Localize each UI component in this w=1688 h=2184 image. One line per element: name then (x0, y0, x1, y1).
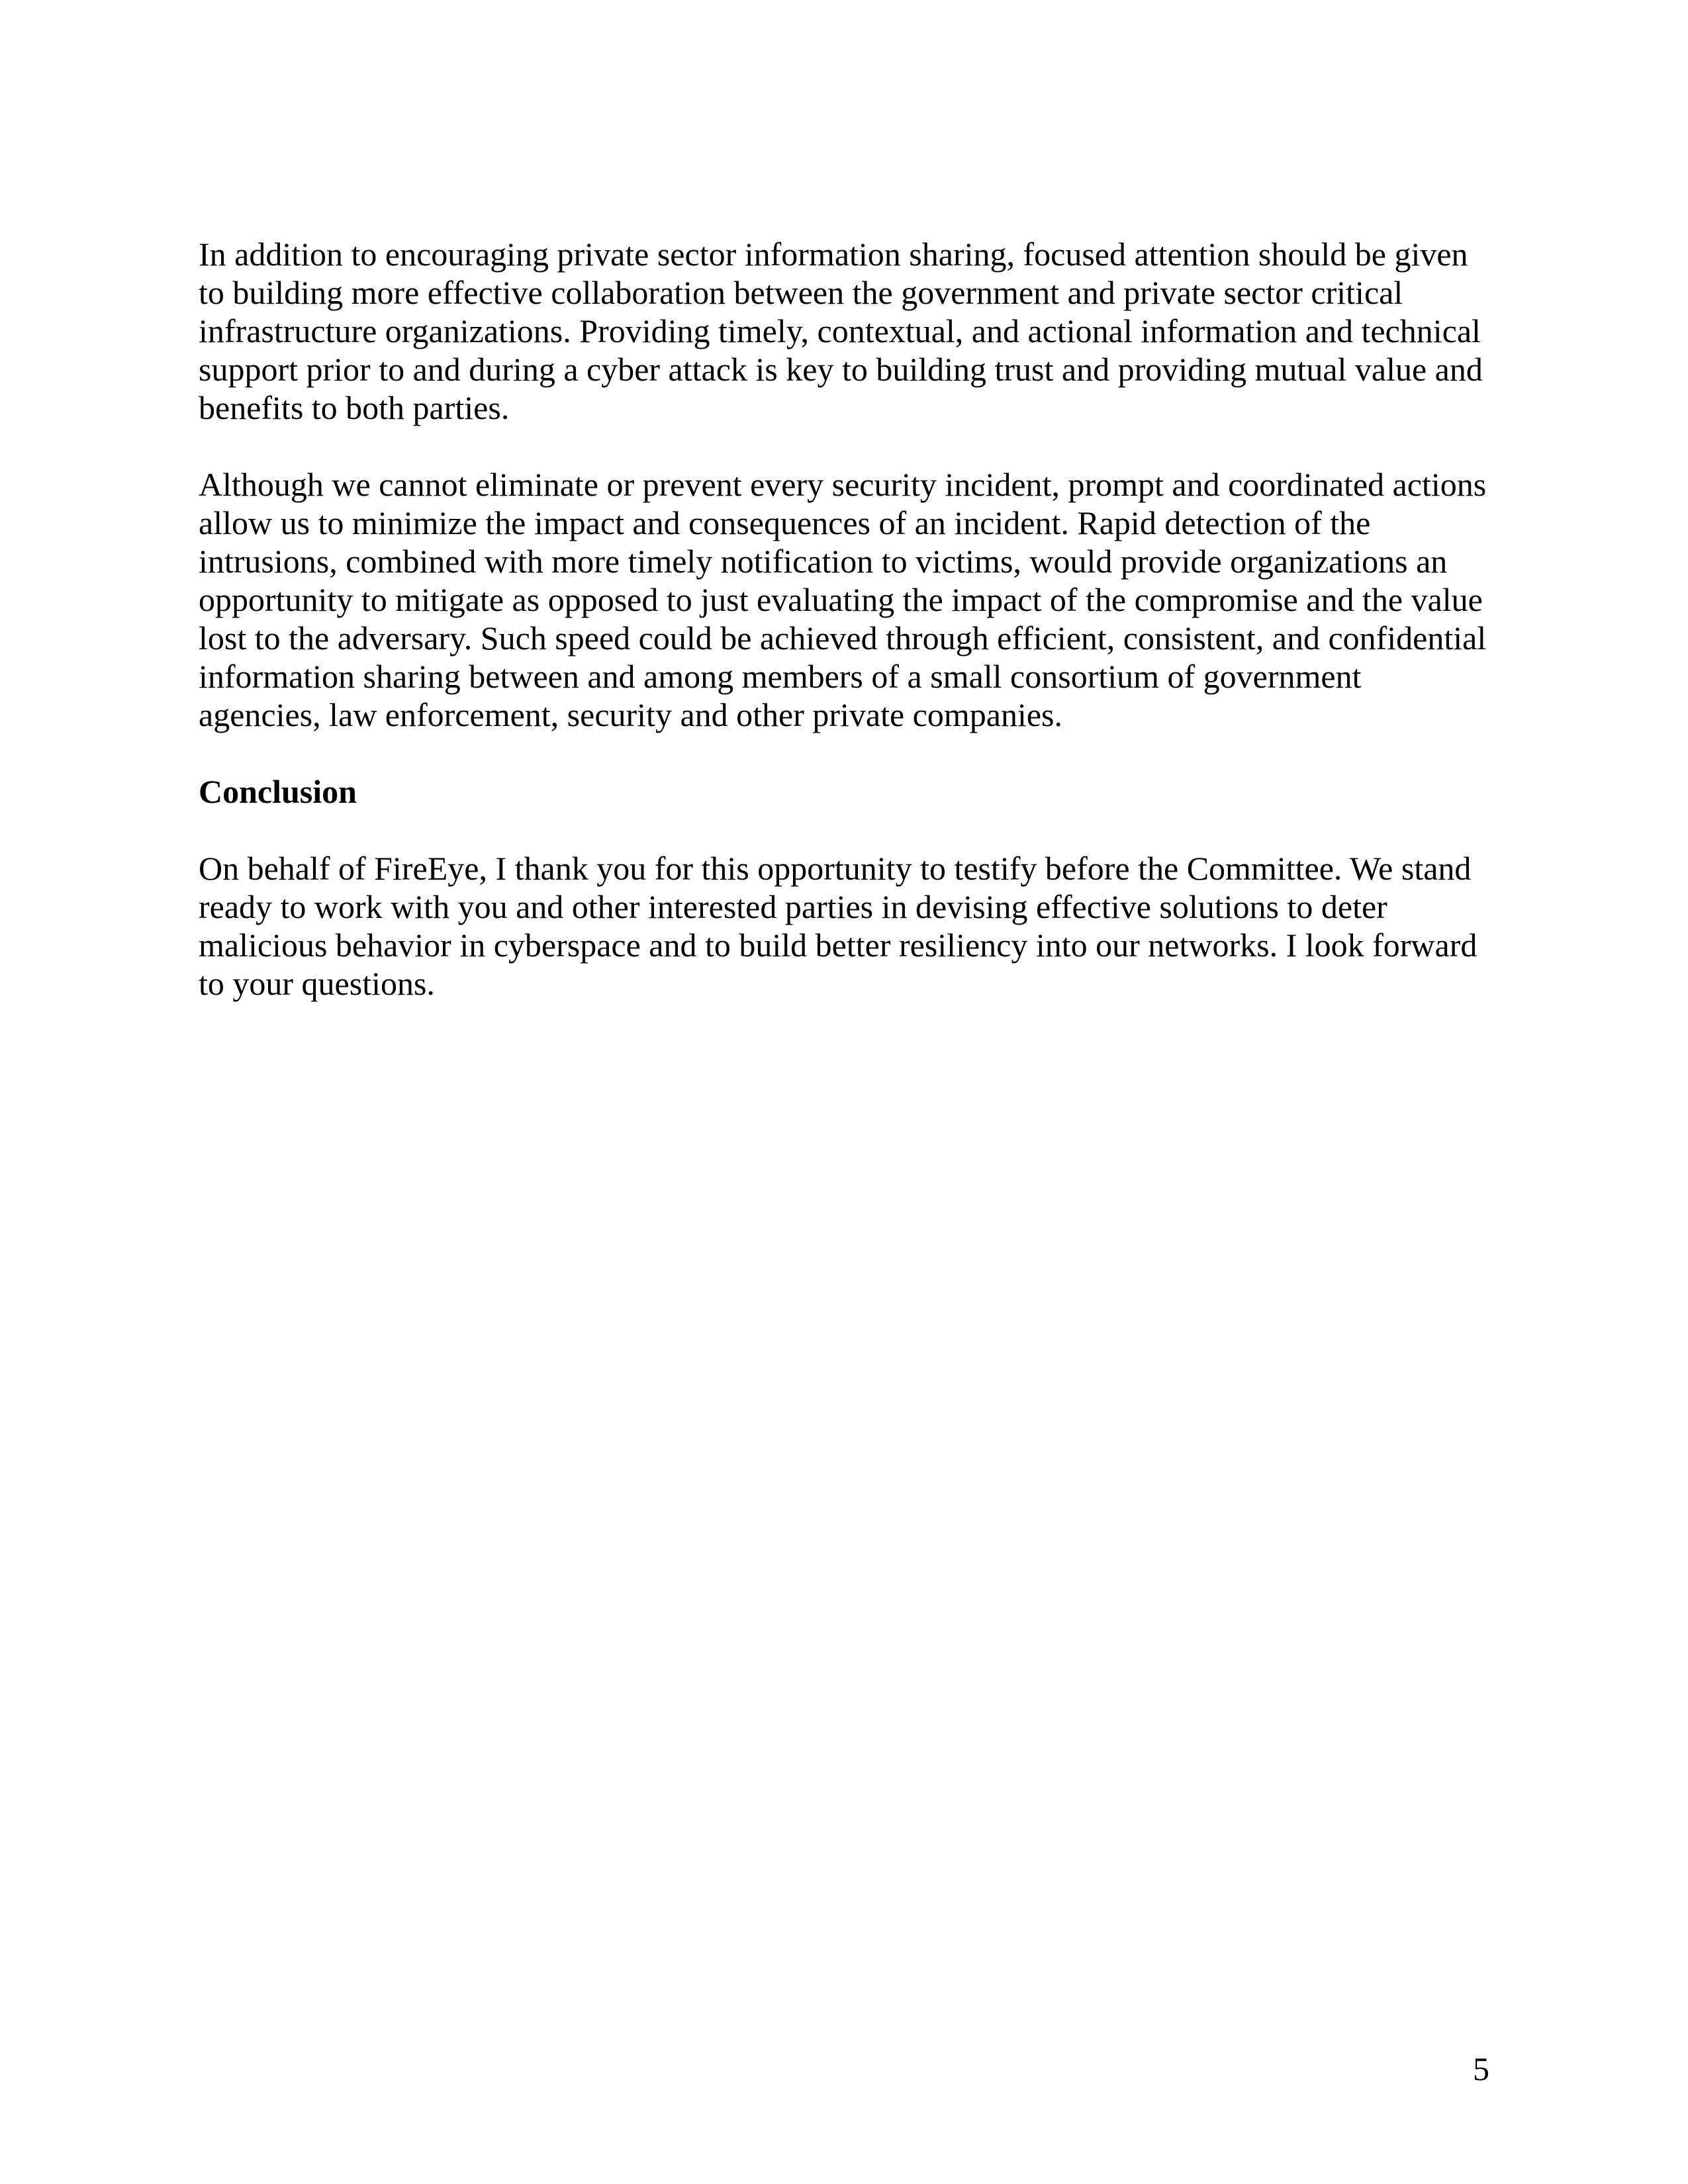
paragraph-line: allow us to minimize the impact and consequences of an incident. Rapid detection of the (199, 504, 1371, 541)
document-text-block (199, 235, 1489, 1041)
paragraph-line: malicious behavior in cyberspace and to build better resiliency into our networks. I look forward (199, 927, 1477, 964)
paragraph-line: information sharing between and among members of a small consortium of government (199, 658, 1362, 695)
paragraph-line: opportunity to mitigate as opposed to just evaluating the impact of the compromise and the value (199, 581, 1483, 618)
paragraph-line: to building more effective collaboration between the government and private sector critical (199, 274, 1403, 311)
paragraph-line: to your questions. (199, 965, 435, 1002)
body-paragraph (199, 849, 1489, 1003)
paragraph-line: ready to work with you and other interested parties in devising effective solutions to deter (199, 888, 1387, 925)
paragraph-line: support prior to and during a cyber attack is key to building trust and providing mutual value and (199, 351, 1483, 388)
paragraph-line: Although we cannot eliminate or prevent every security incident, prompt and coordinated actions (199, 466, 1487, 503)
paragraph-line: On behalf of FireEye, I thank you for this opportunity to testify before the Committee. We stand (199, 850, 1472, 887)
paragraph-line: benefits to both parties. (199, 389, 510, 426)
paragraph-line: infrastructure organizations. Providing timely, contextual, and actional information and technical (199, 312, 1481, 349)
body-paragraph (199, 235, 1489, 427)
paragraph-line: intrusions, combined with more timely notification to victims, would provide organizations an (199, 543, 1448, 580)
paragraph-line: agencies, law enforcement, security and other private companies. (199, 696, 1063, 733)
paragraph-line: In addition to encouraging private sector information sharing, focused attention should be given (199, 236, 1468, 273)
body-paragraph (199, 465, 1489, 734)
page-number: 5 (1473, 2050, 1489, 2087)
paragraph-line: lost to the adversary. Such speed could be achieved through efficient, consistent, and confidential (199, 619, 1487, 657)
section-heading-conclusion: Conclusion (199, 773, 357, 810)
